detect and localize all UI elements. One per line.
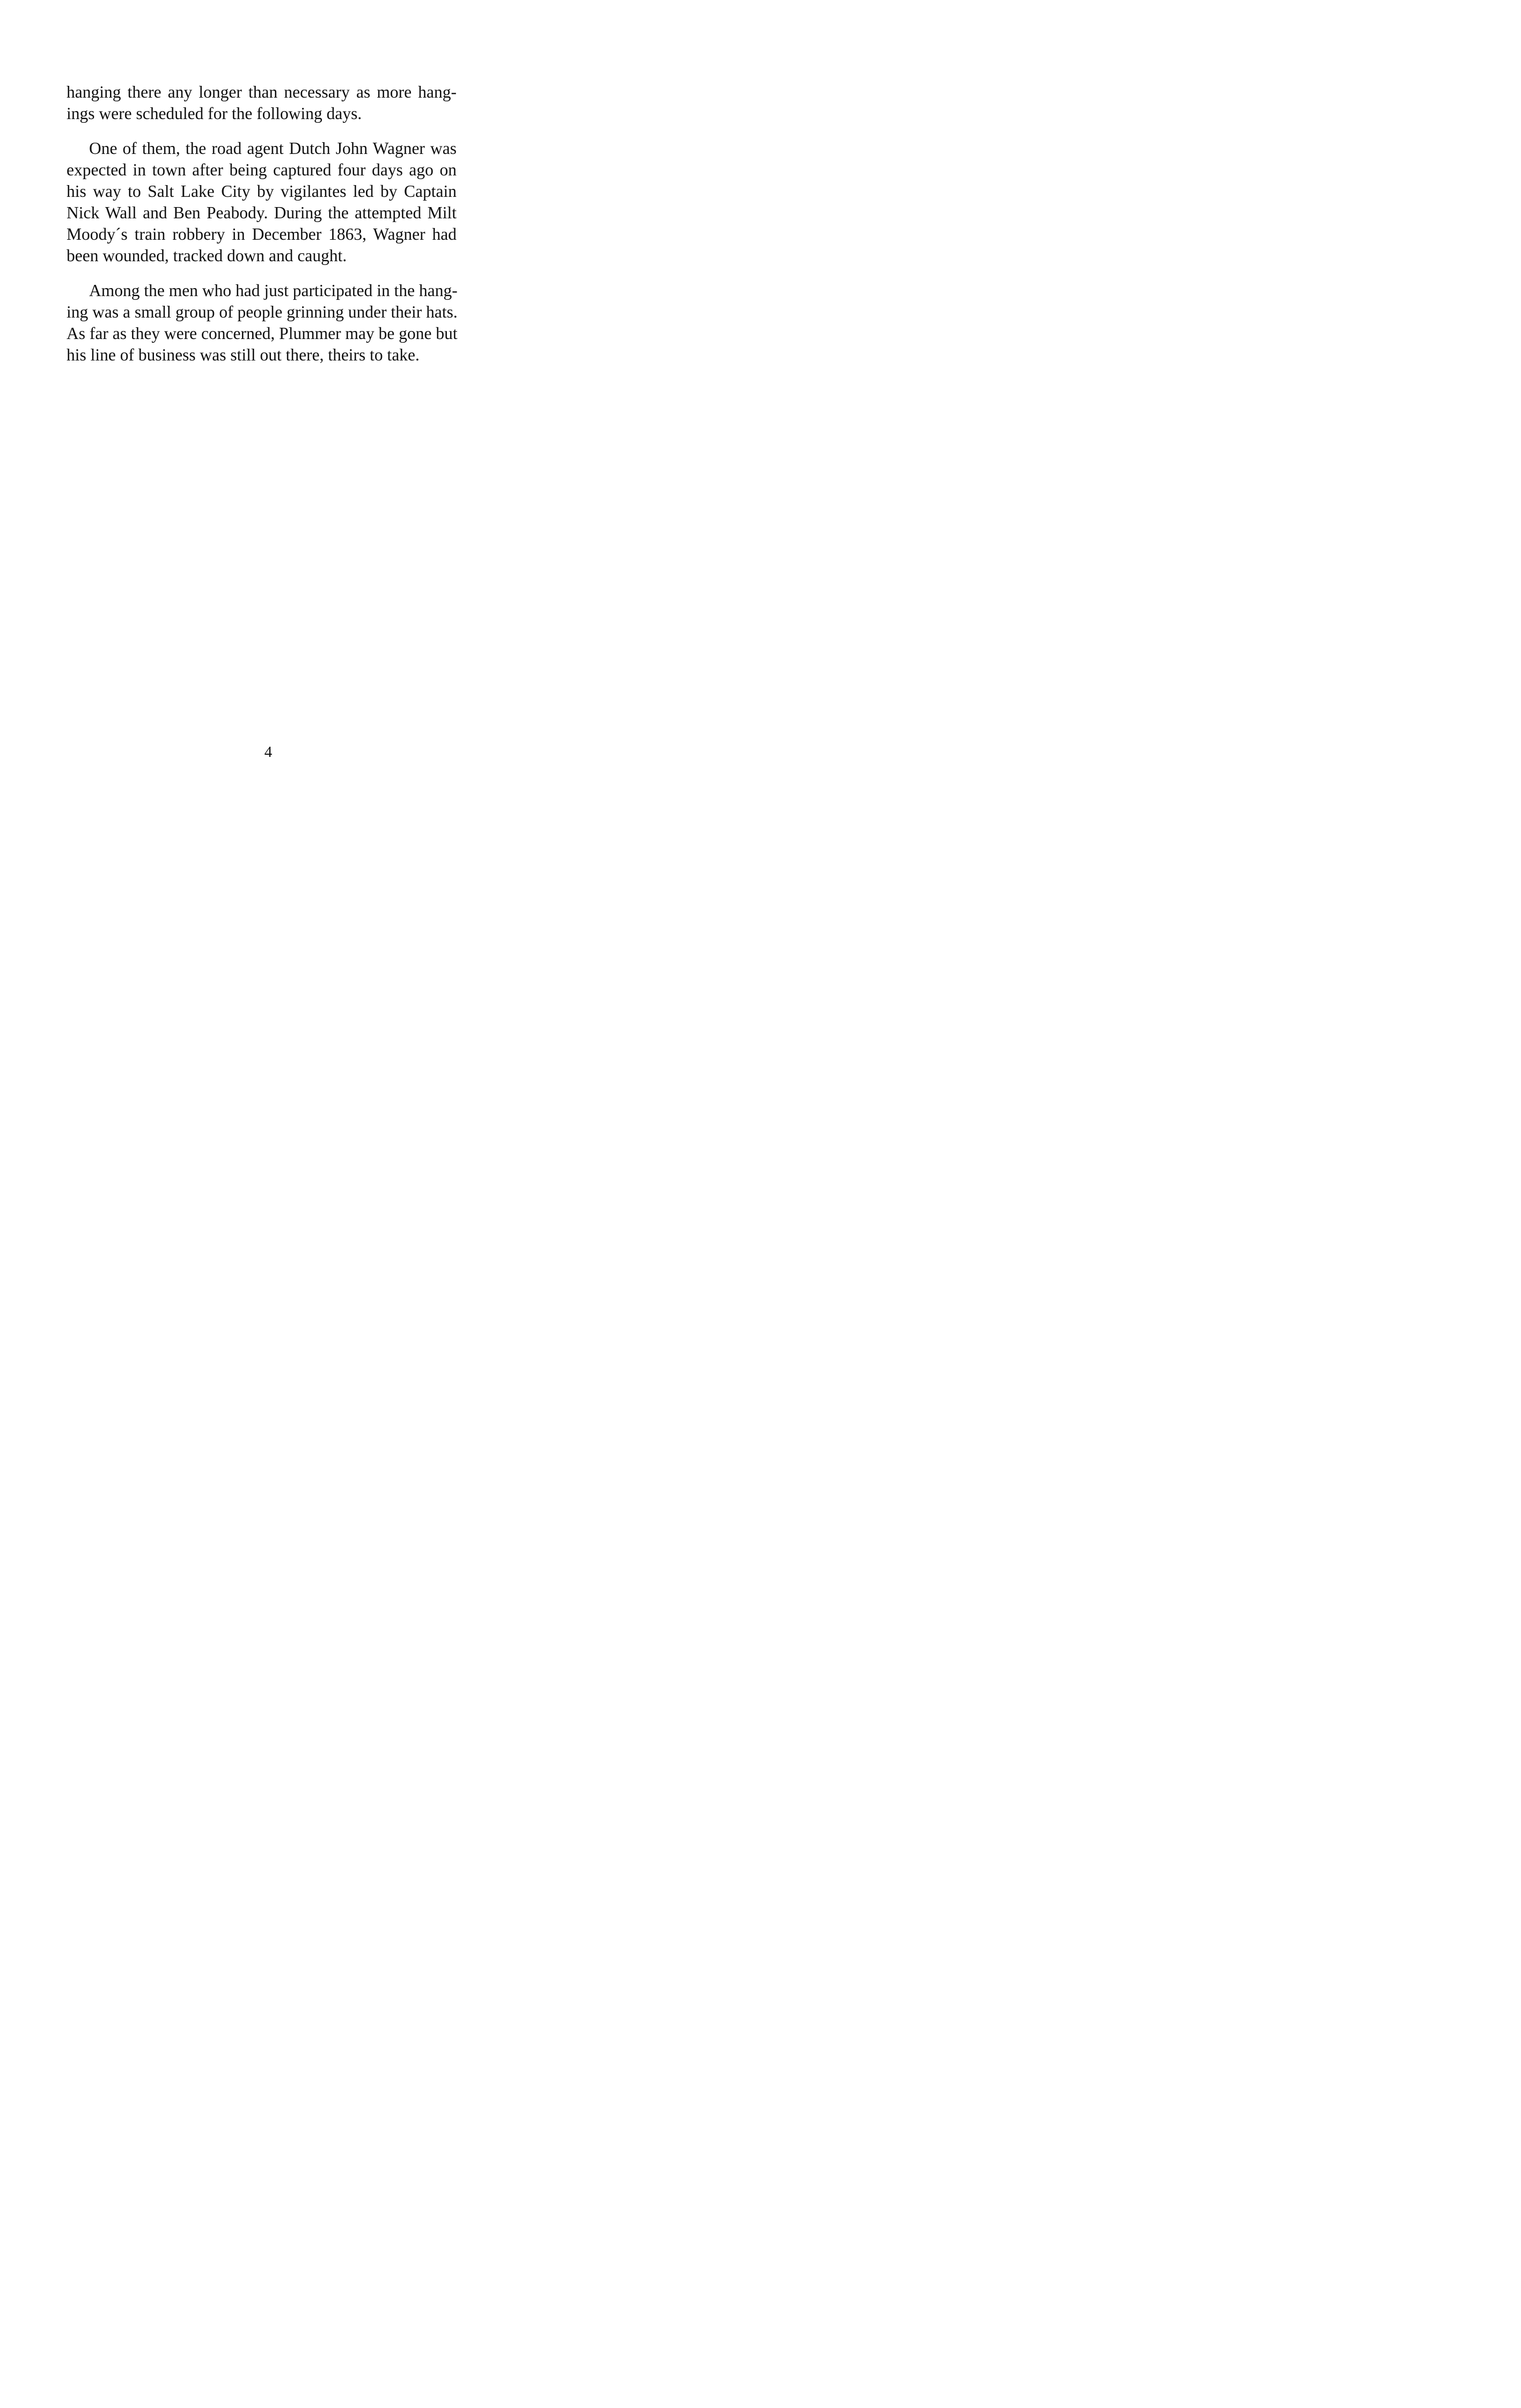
text-line: expected in town after being captured four days ago on [67, 160, 457, 179]
page-body [67, 82, 457, 379]
paragraph-2 [67, 138, 457, 267]
paragraph-1 [67, 82, 457, 124]
text-line: ings were scheduled for the following days. [67, 104, 362, 123]
paragraph-3 [67, 280, 457, 366]
text-line: Nick Wall and Ben Peabody. During the attempted Milt [67, 203, 457, 222]
text-line: his way to Salt Lake City by vigilantes led by Captain [67, 182, 457, 201]
text-line: As far as they were concerned, Plummer may be gone but [67, 324, 458, 343]
text-line: Among the men who had just participated in the hang- [89, 281, 458, 300]
text-line: his line of business was still out there, theirs to take. [67, 345, 420, 364]
page-number: 4 [264, 743, 273, 761]
text-line: been wounded, tracked down and caught. [67, 246, 347, 265]
text-line: One of them, the road agent Dutch John Wagner was [89, 139, 457, 158]
text-line: Moody´s train robbery in December 1863, Wagner had [67, 225, 457, 244]
text-line: ing was a small group of people grinning under their hats. [67, 303, 458, 321]
text-line: hanging there any longer than necessary as more hang- [67, 83, 457, 101]
